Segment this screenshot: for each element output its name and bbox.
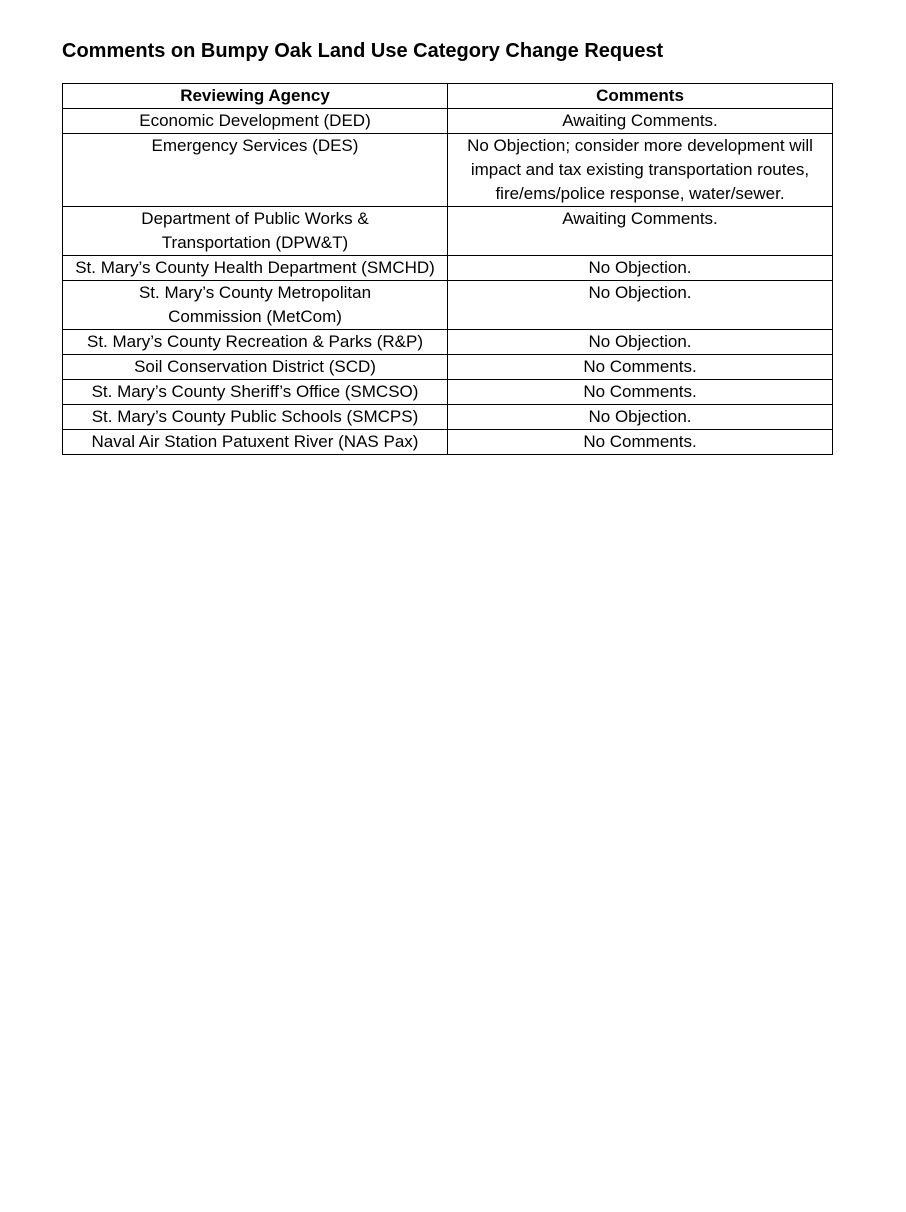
table-row	[63, 380, 833, 405]
agency-cell: St. Mary’s County Metropolitan Commission (MetCom)	[63, 281, 448, 330]
comment-cell: Awaiting Comments.	[448, 109, 833, 134]
agency-cell: Soil Conservation District (SCD)	[63, 355, 448, 380]
comment-cell: Awaiting Comments.	[448, 207, 833, 256]
table-row	[63, 355, 833, 380]
comment-cell: No Objection.	[448, 330, 833, 355]
agency-comments-table	[62, 83, 833, 455]
agency-cell: Economic Development (DED)	[63, 109, 448, 134]
table-header-row	[63, 84, 833, 109]
agency-cell: St. Mary’s County Recreation & Parks (R&P)	[63, 330, 448, 355]
agency-cell: St. Mary’s County Public Schools (SMCPS)	[63, 405, 448, 430]
table-row	[63, 109, 833, 134]
table-row	[63, 405, 833, 430]
comment-cell: No Comments.	[448, 380, 833, 405]
table-row	[63, 134, 833, 207]
comment-cell: No Comments.	[448, 355, 833, 380]
column-header-comments: Comments	[448, 84, 833, 109]
table-row	[63, 330, 833, 355]
comment-cell: No Objection.	[448, 405, 833, 430]
agency-cell: St. Mary’s County Sheriff’s Office (SMCSO)	[63, 380, 448, 405]
agency-cell: St. Mary’s County Health Department (SMCHD)	[63, 256, 448, 281]
comment-cell: No Objection; consider more development will impact and tax existing transportation routes, fire/ems/police response, water/sewer.	[448, 134, 833, 207]
table-row	[63, 281, 833, 330]
agency-cell: Emergency Services (DES)	[63, 134, 448, 207]
table-row	[63, 207, 833, 256]
comment-cell: No Objection.	[448, 256, 833, 281]
agency-cell: Department of Public Works & Transportation (DPW&T)	[63, 207, 448, 256]
comment-cell: No Objection.	[448, 281, 833, 330]
table-row	[63, 256, 833, 281]
agency-cell: Naval Air Station Patuxent River (NAS Pax)	[63, 430, 448, 455]
comment-cell: No Comments.	[448, 430, 833, 455]
table-row	[63, 430, 833, 455]
column-header-agency: Reviewing Agency	[63, 84, 448, 109]
page-title: Comments on Bumpy Oak Land Use Category Change Request	[62, 40, 664, 62]
